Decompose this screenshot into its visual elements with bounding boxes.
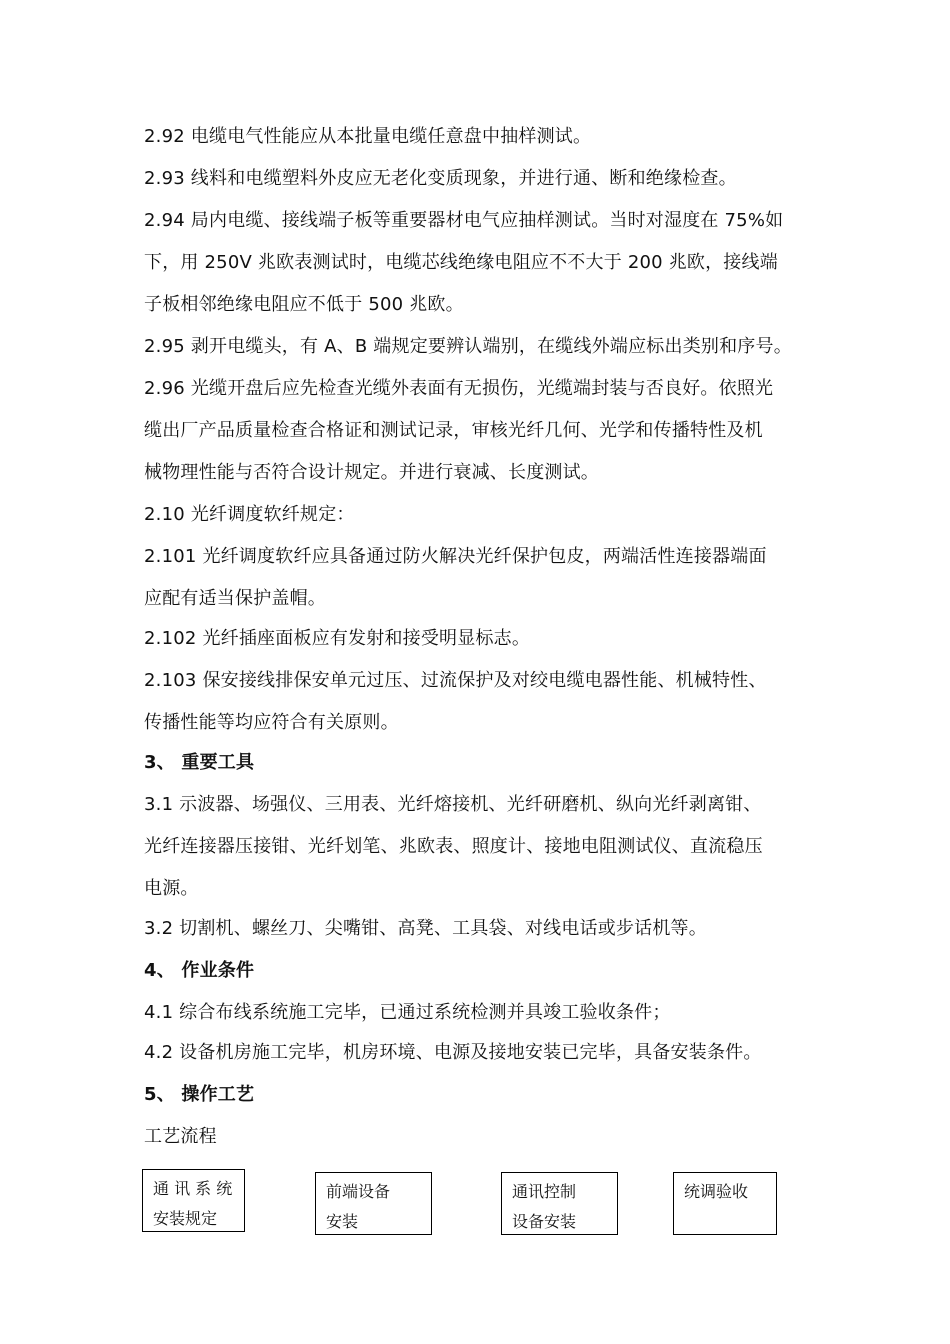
flow-step-line2: 安装规定 [153, 1209, 218, 1228]
para-4-1: 4.1 综合布线系统施工完毕，已通过系统检测并具竣工验收条件； [144, 1002, 671, 1023]
flow-step-line2: 安装 [326, 1212, 359, 1231]
para-2-101-line2: 应配有适当保护盖帽。 [144, 588, 326, 609]
para-2-102: 2.102 光纤插座面板应有发射和接受明显标志。 [144, 628, 531, 649]
flow-step-acceptance [673, 1172, 777, 1235]
section-4-heading: 4、 作业条件 [144, 960, 255, 981]
para-2-92: 2.92 电缆电气性能应从本批量电缆任意盘中抽样测试。 [144, 126, 592, 147]
flow-step-system-install-rules [142, 1169, 245, 1232]
para-2-94-line2: 下，用 250V 兆欧表测试时，电缆芯线绝缘电阻应不不大于 200 兆欧，接线端 [144, 252, 778, 273]
para-2-94-line1: 2.94 局内电缆、接线端子板等重要器材电气应抽样测试。当时对湿度在 75%如 [144, 210, 784, 231]
flow-step-line2: 设备安装 [512, 1212, 577, 1231]
para-2-101-line1: 2.101 光纤调度软纤应具备通过防火解决光纤保护包皮，两端活性连接器端面 [144, 546, 767, 567]
section-5-heading: 5、 操作工艺 [144, 1084, 255, 1105]
flow-step-frontend-install [315, 1172, 432, 1235]
para-2-103-line2: 传播性能等均应符合有关原则。 [144, 712, 399, 733]
flow-step-line1: 通讯控制 [512, 1182, 577, 1201]
para-2-94-line3: 子板相邻绝缘电阻应不低于 500 兆欧。 [144, 294, 464, 315]
para-2-95: 2.95 剥开电缆头，有 A、B 端规定要辨认端别，在缆线外端应标出类别和序号。 [144, 336, 792, 357]
flow-step-line1: 统调验收 [684, 1182, 749, 1201]
section-3-heading: 3、 重要工具 [144, 752, 255, 773]
para-4-2: 4.2 设备机房施工完毕，机房环境、电源及接地安装已完毕，具备安装条件。 [144, 1042, 762, 1063]
para-3-2: 3.2 切割机、螺丝刀、尖嘴钳、高凳、工具袋、对线电话或步话机等。 [144, 918, 707, 939]
flow-step-line1: 前端设备 [326, 1182, 391, 1201]
flow-step-line1: 通 讯 系 统 [153, 1179, 233, 1198]
para-2-96-line1: 2.96 光缆开盘后应先检查光缆外表面有无损伤，光缆端封装与否良好。依照光 [144, 378, 774, 399]
process-flow-label: 工艺流程 [144, 1126, 217, 1147]
para-2-93: 2.93 线料和电缆塑料外皮应无老化变质现象，并进行通、断和绝缘检查。 [144, 168, 737, 189]
flow-step-control-install [501, 1172, 618, 1235]
para-2-103-line1: 2.103 保安接线排保安单元过压、过流保护及对绞电缆电器性能、机械特性、 [144, 670, 767, 691]
para-3-1-line1: 3.1 示波器、场强仪、三用表、光纤熔接机、光纤研磨机、纵向光纤剥离钳、 [144, 794, 762, 815]
para-3-1-line2: 光纤连接器压接钳、光纤划笔、兆欧表、照度计、接地电阻测试仪、直流稳压 [144, 836, 763, 857]
para-2-96-line2: 缆出厂产品质量检查合格证和测试记录，审核光纤几何、光学和传播特性及机 [144, 420, 763, 441]
para-2-96-line3: 械物理性能与否符合设计规定。并进行衰减、长度测试。 [144, 462, 599, 483]
para-3-1-line3: 电源。 [144, 878, 199, 899]
para-2-10: 2.10 光纤调度软纤规定： [144, 504, 355, 525]
